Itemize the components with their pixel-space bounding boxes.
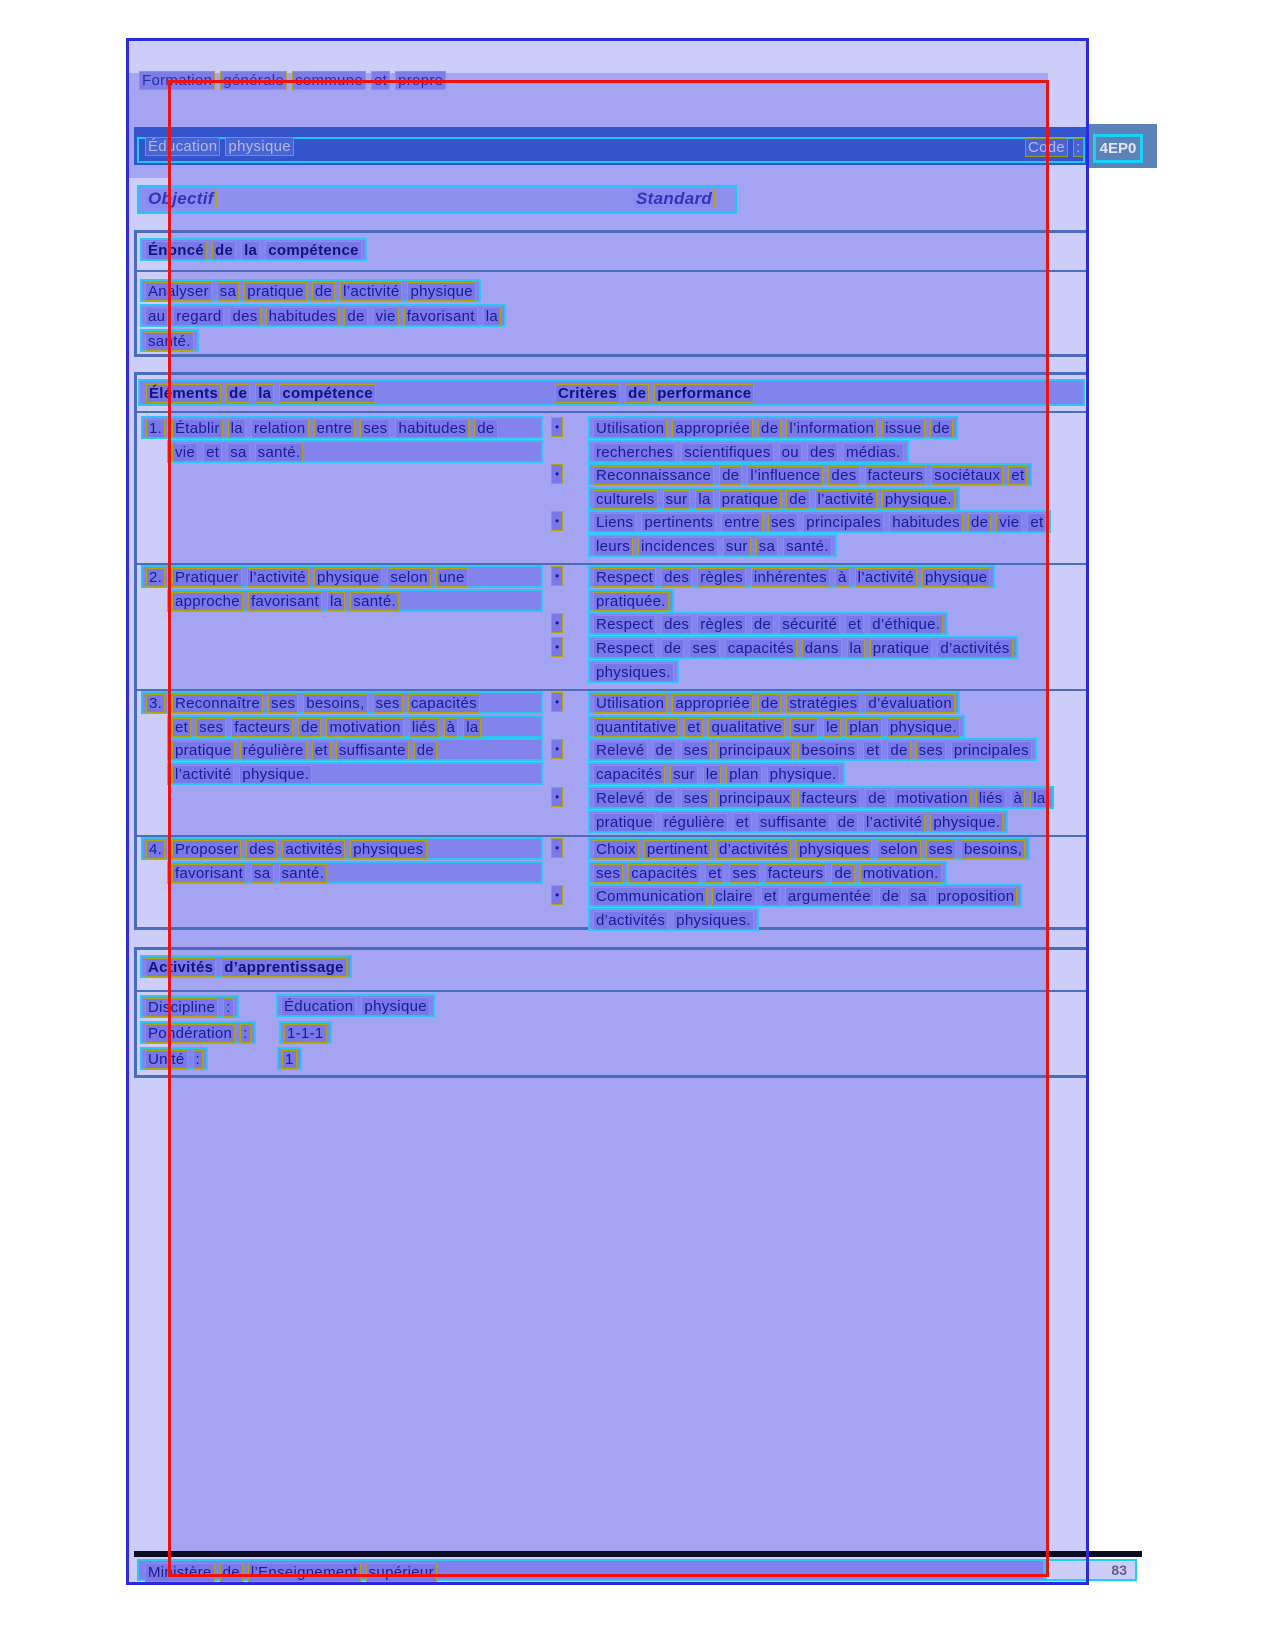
- bullet-icon: •: [551, 417, 563, 437]
- bullet-icon: •: [551, 566, 563, 586]
- footer-line-box: [137, 1559, 1045, 1581]
- field-label: Unité :: [140, 1047, 208, 1070]
- text-line: Liens pertinents entre ses principales habitudes de vie et: [588, 510, 1051, 533]
- text-line: quantitative et qualitative sur le plan physique.: [588, 715, 965, 738]
- text-line: vie et sa santé.: [167, 440, 543, 463]
- text-line: Choix pertinent d’activités physiques selon ses besoins,: [588, 837, 1030, 860]
- text-line: Relevé de ses principaux facteurs de motivation liés à la: [588, 786, 1054, 809]
- bullet-icon: •: [551, 511, 563, 531]
- learning-activities-header: Activités d’apprentissage: [140, 955, 352, 978]
- code-value-box: [1093, 134, 1143, 163]
- criteria-header: Critères de performance: [550, 381, 759, 404]
- field-label: Pondération :: [140, 1021, 256, 1044]
- page-number-box: [1045, 1559, 1137, 1581]
- text-line: Pratiquer l’activité physique selon une: [167, 565, 543, 588]
- item-number: 1.: [141, 416, 170, 439]
- footer-text: Ministère de l’Enseignement supérieur: [140, 1560, 442, 1583]
- text-line: recherches scientifiques ou des médias.: [588, 440, 909, 463]
- text-line: capacités sur le plan physique.: [588, 762, 845, 785]
- text-line: pratique régulière et suffisante de: [167, 738, 543, 761]
- text-line: approche favorisant la santé.: [167, 589, 543, 612]
- text-line: ses capacités et ses facteurs de motivation.: [588, 861, 947, 884]
- bullet-icon: •: [551, 885, 563, 905]
- text-line: leurs incidences sur sa santé.: [588, 534, 837, 557]
- text-line: d’activités physiques.: [588, 908, 759, 931]
- footer-rule: [134, 1551, 1142, 1557]
- item-number: 3.: [141, 691, 170, 714]
- text-line: Respect des règles de sécurité et d’éthique.: [588, 612, 948, 635]
- item-number: 4.: [141, 837, 170, 860]
- text-line: Reconnaissance de l’influence des facteurs sociétaux et: [588, 463, 1032, 486]
- text-line: pratiquée.: [588, 589, 674, 612]
- objective-label: Objectif: [140, 186, 222, 209]
- page-number: 83: [1111, 1562, 1127, 1578]
- text-line: physiques.: [588, 660, 679, 683]
- text-line: au regard des habitudes de vie favorisant la: [140, 304, 506, 327]
- bullet-icon: •: [551, 464, 563, 484]
- competence-statement-header: Énoncé de la compétence: [140, 238, 367, 261]
- text-line: Respect des règles inhérentes à l’activité physique: [588, 565, 995, 588]
- item-number: 2.: [141, 565, 170, 588]
- bullet-icon: •: [551, 787, 563, 807]
- text-line: Utilisation appropriée de l’information issue de: [588, 416, 958, 439]
- text-line: favorisant sa santé.: [167, 861, 543, 884]
- bullet-icon: •: [551, 637, 563, 657]
- code-label: Code :: [1020, 135, 1089, 158]
- banner-title: Éducation physique: [140, 134, 299, 157]
- text-line: Relevé de ses principaux besoins et de ses principales: [588, 738, 1037, 761]
- standard-label: Standard: [628, 186, 720, 209]
- bullet-icon: •: [551, 739, 563, 759]
- text-line: Communication claire et argumentée de sa proposition: [588, 884, 1022, 907]
- bullet-icon: •: [551, 613, 563, 633]
- field-value: Éducation physique: [276, 994, 435, 1017]
- text-line: Établir la relation entre ses habitudes de: [167, 416, 543, 439]
- table-separator: [137, 270, 1086, 272]
- text-line: Respect de ses capacités dans la pratique d’activités: [588, 636, 1018, 659]
- code-value: 4EP0: [1099, 140, 1137, 157]
- text-line: pratique régulière et suffisante de l’activité physique.: [588, 810, 1008, 833]
- table-separator: [137, 990, 1086, 992]
- text-line: Reconnaître ses besoins, ses capacités: [167, 691, 543, 714]
- text-line: Proposer des activités physiques: [167, 837, 543, 860]
- text-line: l’activité physique.: [167, 762, 543, 785]
- field-value: 1: [277, 1047, 302, 1070]
- text-line: et ses facteurs de motivation liés à la: [167, 715, 543, 738]
- top-label: Formation générale commune et propre: [134, 68, 451, 91]
- elements-header: Éléments de la compétence: [141, 381, 381, 404]
- table-separator: [137, 411, 1086, 413]
- text-line: Utilisation appropriée de stratégies d’évaluation: [588, 691, 960, 714]
- bullet-icon: •: [551, 838, 563, 858]
- field-label: Discipline :: [140, 995, 239, 1018]
- field-value: 1-1-1: [279, 1021, 332, 1044]
- text-line: santé.: [140, 329, 199, 352]
- bullet-icon: •: [551, 692, 563, 712]
- text-line: Analyser sa pratique de l’activité physique: [140, 279, 481, 302]
- text-line: culturels sur la pratique de l’activité physique.: [588, 487, 960, 510]
